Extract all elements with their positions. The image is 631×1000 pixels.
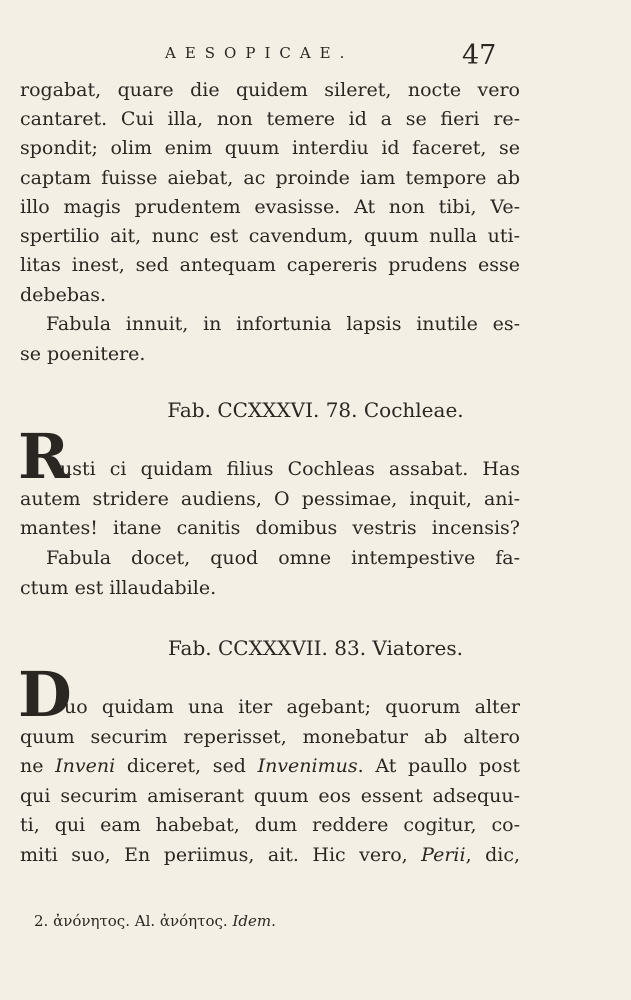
text-line: uo quidam una iter agebant; quorum alter [64,696,520,718]
text-line: debebas. [20,284,107,306]
text-span: diceret, sed [126,755,246,777]
moral-line: Fabula docet, quod omne intempestive fa- [46,547,520,569]
drop-cap: R [18,420,70,493]
text-line: rogabat, quare die quidem sileret, nocte vero [20,79,520,101]
footnote [34,912,276,930]
text-line: illo magis prudentem evasisse. At non tibi, Ve- [20,196,520,218]
text-line: quum securim reperisset, monebatur ab altero [20,726,520,748]
moral-line: ctum est illaudabile. [20,577,217,599]
text-line: autem stridere audiens, O pessimae, inquit, ani- [20,488,520,510]
text-span: . At paullo post [357,755,521,777]
text-line: cantaret. Cui illa, non temere id a se fieri re- [20,108,520,130]
text-line: usti ci quidam filius Cochleas assabat. Has [60,458,520,480]
footnote-italic: Idem. [232,912,276,930]
text-span: , dic, [465,844,521,866]
text-line: qui securim amiserant quum eos essent adsequu- [20,785,520,807]
text-line: captam fuisse aiebat, ac proinde iam tempore ab [20,167,520,189]
italic-word: Perii [421,844,466,866]
italic-word: Invenimus [257,755,358,777]
text-span: ne [20,755,44,777]
moral-line: se poenitere. [20,343,146,365]
moral-line: Fabula innuit, in infortunia lapsis inutile es- [46,313,520,335]
drop-cap: D [18,658,72,731]
text-line: spondit; olim enim quum interdiu id faceret, se [20,137,520,159]
text-line: mantes! itane canitis domibus vestris incensis? [20,517,520,539]
text-line [20,843,520,867]
text-line: litas inest, sed antequam capereris prudens esse [20,254,520,276]
footnote-text: 2. ἀνόνητος. Al. ἀνόητος. [34,912,228,930]
text-line [20,754,520,778]
italic-word: Inveni [55,755,116,777]
fable-heading: Fab. CCXXXVI. 78. Cochleae. [167,398,464,422]
text-line: ti, qui eam habebat, dum reddere cogitur, co- [20,814,520,836]
running-title: AESOPICAE. [165,44,354,62]
text-span: miti suo, En periimus, ait. Hic vero, [20,844,408,866]
fable-heading: Fab. CCXXXVII. 83. Viatores. [168,636,463,660]
page-number: 47 [462,40,497,71]
text-line: spertilio ait, nunc est cavendum, quum nulla uti- [20,225,520,247]
